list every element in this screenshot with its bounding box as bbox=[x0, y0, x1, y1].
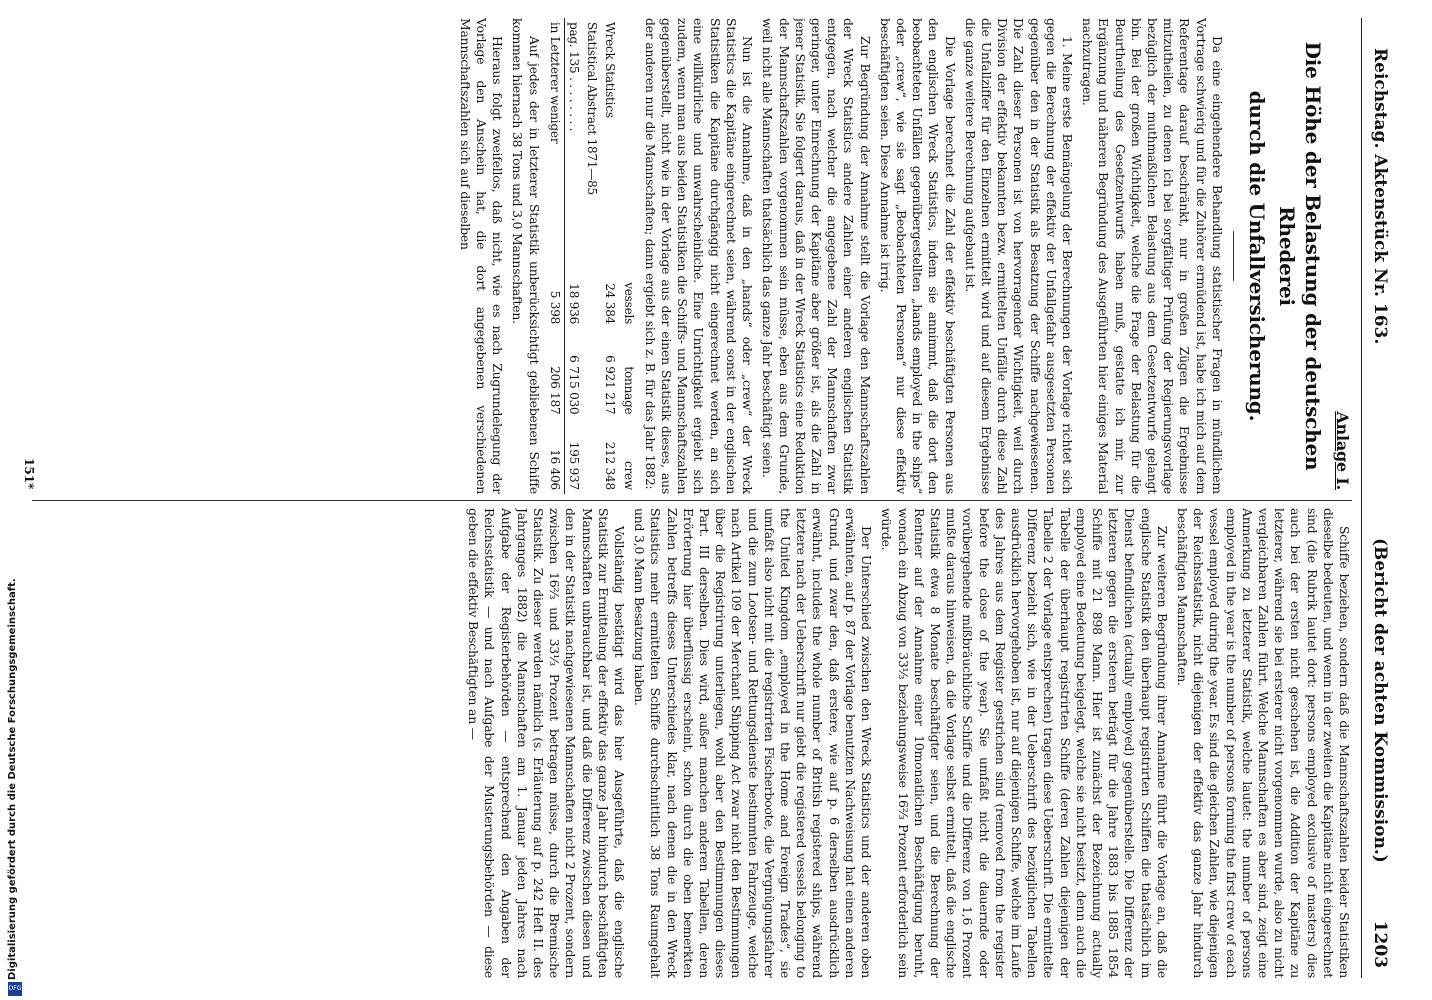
table-cell bbox=[583, 418, 601, 494]
paragraph: 1. Meine erste Bemängelung der Berechnungen der Vorlage richtet sich gegen die Berechnung der effektiv der Unfallgefahr ausgesetzten Personen gegenüber den in der Statistik als Besatzung der Schiffe nachgewiesenen. Die Zahl dieser Personen ist von hervorragender Wichtigkeit, weil durch Division der effektiv bekannten bezw. ermittelten Unfälle durch diese Zahl die Unfallziffer für den Einzelnen ermittelt wird und auf diesem Ergebnisse die ganze weitere Berechnung aufgebaut ist. bbox=[962, 18, 1075, 494]
table-cell: 16 406 bbox=[546, 418, 565, 494]
table-cell: 212 348 bbox=[603, 441, 618, 490]
table-header: crew bbox=[621, 460, 636, 490]
table-cell: in Letzterer weniger bbox=[546, 18, 565, 261]
table-header: tonnage bbox=[621, 366, 636, 415]
paragraph: Hieraus folgt zweifellos, daß nicht, wie es nach Zugrundelegung der Vorlage den Anschein hat, die dort angegebenen verschiedenen Mannschaftszahlen sich auf dieselben bbox=[457, 18, 506, 494]
document-page bbox=[16, 18, 1396, 978]
dfg-logo-icon: DFG bbox=[8, 982, 22, 996]
table-header: vessels bbox=[621, 282, 636, 325]
anlage-label: Anlage I. bbox=[1333, 411, 1352, 490]
right-column bbox=[22, 508, 1352, 978]
table-cell: 18 936 bbox=[567, 283, 582, 325]
header-left: Reichstag. Aktenstück Nr. 163. bbox=[1370, 48, 1390, 345]
table-cell: pag. 135 . . . . . . . . bbox=[567, 22, 582, 132]
signature-mark: 151* bbox=[22, 458, 36, 490]
page-header bbox=[1361, 18, 1396, 978]
table-header bbox=[619, 18, 637, 261]
table-cell bbox=[583, 261, 601, 328]
table-row-difference bbox=[546, 18, 565, 494]
table-cell: Statistical Abstract 1871—85 bbox=[585, 22, 600, 195]
table-cell: 5 398 bbox=[546, 261, 565, 328]
paragraph: Zur weiteren Begründung ihrer Annahme führt die Vorlage an, daß die englische Statistik den überhaupt registrirten Schiffen die thatsächlich im Dienst befindlichen (actually employed) gegenüberstelle. Die Differenz der letzteren gegen die ersteren beträgt für die Jahre 1883 bis 1885 1854 Schiffe mit 21 898 Mann. Hier ist zunächst der Bezeichnung actually employed eine Bedeutung beigelegt, welche sie nicht besitzt, denn auch die Tabelle der überhaupt registrirten Schiffe (deren Zahlen diejenigen der Tabelle 2 der Vorlage entsprechen) tragen diese Ueberschrift. Die ermittelte Differenz bezieht sich, wie in der Ueberschrift des bezüglichen Tabellen ausdrücklich hervorgehoben ist, nur auf diejenigen Schiffe, welche im Laufe des Jahres aus dem Register gestrichen sind (removed from the register before the close of the year). Sie umfaßt nicht die dauernde oder vorübergehende mißbräuchliche Schiffe und die Differenz von 1,6 Prozent mußte daraus hinweisen, da die Vorlage selbst ermittelt, daß die englische Statistik etwa 8 Monate beschäftigter seien, und die Berechnung der Rentner auf der Annahme einer 10monatlichen Beschäftigung beruht, wonach ein Abzug von 33⅓ beziehungsweise 16⅔ Prozent erforderlich sein würde. bbox=[879, 508, 1170, 978]
paragraph: Nun ist die Annahme, daß in den „hands“ oder „crew“ der Wreck Statistics die Kapitäne eingerechnet seien, während sonst in der englischen Statistiken die Kapitäne durchgängig nicht eingerechnet werden, an sich eine willkürliche und unwahrscheinliche. Eine Unrichtigkeit ergiebt sich zudem, wenn man aus beiden Statistiken die Schiffs- und Mannschaftszahlen gegenüberstellt, nicht wie in der Vorlage aus der einen Statistik dieses, aus der anderen nur die Mannschaften; dann ergiebt sich z. B. für das Jahr 1882: bbox=[642, 18, 756, 494]
paragraph: Die Vorlage berechnet die Zahl der effektiv beschäftigten Personen aus den englischen Wreck Statistics, indem sie annimmt, daß die dort den beobachteten Unfällen gegenübergestellten „hands employed in the ships“ oder „crew“, wie sie sagt „Beobachteten Personen“ nur diese effektiv beschäftigten seien. Diese Annahme ist irrig. bbox=[877, 18, 958, 494]
table-cell: 206 187 bbox=[546, 328, 565, 418]
paragraph: Auf jedes der in letzterer Statistik unberücksichtigt gebliebenen Schiffe kommen hiernach 38 Tons und 3,0 Mannschaften. bbox=[510, 18, 542, 494]
table-header-row bbox=[619, 18, 637, 494]
table-cell bbox=[583, 328, 601, 418]
column-divider bbox=[32, 500, 1352, 501]
paragraph: Da eine eingehendere Behandlung statistischer Fragen in mündlichem Vortrage schwierig und für die Zuhörer ermüdend ist, habe ich mich auf dem Referentage darauf beschränkt, nur in großen Zügen die Ergebnisse mitzutheilen, zu denen ich bei sorgfältiger Prüfung der Regierungsvorlage bezüglich der muthmaßlichen Belastung aus dem Gesetzentwurfe gelangt bin. Bei der großen Wichtigkeit, welche die Frage der Belastung für die Beurtheilung des Gesetzentwurfs haben muß, gestatte ich mir, zur Ergänzung und näheren Begründung des Ausgeführten hier einiges Material nachzutragen. bbox=[1080, 18, 1225, 494]
digitization-note-text: Digitalisierung gefördert durch die Deutsche Forschungsgemeinschaft. bbox=[7, 578, 18, 980]
header-center: (Bericht der achten Kommission.) bbox=[1370, 538, 1390, 863]
page-number: 1203 bbox=[1370, 920, 1390, 968]
paragraph: Der Unterschied zwischen den Wreck Statistics und der anderen oben erwähnten, auf p. 87 der Vorlage benutzten Nachweisung hat einen anderen Grund, und zwar den, daß erstere, wie auf p. 6 derselben ausdrücklich erwähnt, includes the whole number of British registered ships, während letztere nach der Ueberschrift nur giebt die registered vessels belonging to the United Kingdom „employed in the Home and Foreign Trades“, sie umfaßt also nicht mit die registrirten Fischerboote, die Vergnügungsfahrer und die zum Lootsen- und Rettungsdienste bestimmten Fahrzeuge, welche nach Artikel 109 der Merchant Shipping Act zwar nicht den Bestimmungen über die Registrirung unterliegen, wohl aber den Bestimmungen dieses Part. III derselben. Dies wird, außer manchen anderen Tabellen, deren Erörterung hier überflüssig erscheint, schon durch die oben bemerkten Zahlen betreffs dieses Unterschiedes klar, nach denen die in den Wreck Statistics mehr ermittelten Schiffe durchschnittlich 38 Tons Raumgehalt und 3,0 Mann Besatzung haben. bbox=[632, 508, 875, 978]
table-cell: 6 921 217 bbox=[603, 355, 618, 415]
table-row bbox=[601, 18, 619, 494]
table-row bbox=[564, 18, 583, 494]
paragraph: Zur Begründung der Annahme stellt die Vorlage den Mannschaftszahlen der Wreck Statistics andere Zahlen einer anderen englischen Statistik entgegen, nach welcher die angegebene Zahl der Mannschaften zwar geringer, unter Einrechnung der Kapitäne aber größer ist, als die Zahl in jener Statistik. Sie folgert daraus, daß in der Wreck Statistics eine Reduktion der Mannschaftszahlen vorgenommen sein müsse, eben aus dem Grunde, weil nicht alle Mannschaften thatsächlich das ganze Jahr beschäftigt seien. bbox=[760, 18, 873, 494]
title-rule bbox=[1233, 231, 1234, 281]
table-cell: 6 715 030 bbox=[567, 355, 582, 415]
paragraph: Vollständig bestätigt wird das hier Ausgeführte, daß die englische Statistik zur Ermittelung der effektiv das ganze Jahr hindurch beschäftigten Mannschaften unbrauchbar ist, und daß die Differenz zwischen diesen und den in der Statistik nachgewiesenen Mannschaften nicht 2 Prozent, sondern zwischen 16⅔ und 33⅓ Prozent betragen müsse, durch die Bremische Statistik. Zu dieser werden nämlich (s. Erläuterung auf p. 242 Heft II. des Jahrganges 1882) die Mannschaften am 1. Januar jeden Jahres nach Aufgabe der Registerbehörden — entsprechend den Angaben der Reichsstatistik — und nach Aufgabe der Musterungsbehörden — diese geben die effektiv Beschäftigten an — bbox=[466, 508, 628, 978]
table-cell: Wreck Statistics bbox=[603, 22, 618, 118]
left-column bbox=[22, 18, 1352, 494]
statistics-table bbox=[546, 18, 638, 494]
table-cell: 24 384 bbox=[603, 283, 618, 325]
table-cell: 195 937 bbox=[567, 441, 582, 490]
table-row bbox=[583, 18, 601, 494]
paragraph: Schiffe beziehen, sondern daß die Mannschaftszahlen beider Statistiken dieselbe bedeuten, und wenn in der zweiten die Kapitäne nicht eingerechnet sind (die Rubrik lautet dort: persons employed exclusive of masters) dies auch bei der ersten nicht geschehen ist, die Addition der Kapitäne zu letzterer, während sie bei ersterer nicht vorgenommen wurde, also zu nicht vergleichbaren Zahlen führt. Welche Mannschaften es aber sind, zeigt eine Anmerkung zu letzterer Statistik, welche lautet: the number of persons employed in the year is the number of persons forming the first crew of each vessel employed during the year. Es sind die gleichen Zahlen, wie diejenigen der Reichsstatistik, nicht diejenigen der effektiv das ganze Jahr hindurch beschäftigten Mannschaften. bbox=[1174, 508, 1352, 978]
article-title: Die Höhe der Belastung der deutschen Rhederei bbox=[1274, 41, 1325, 471]
article-subtitle: durch die Unfallversicherung. bbox=[1244, 90, 1269, 422]
